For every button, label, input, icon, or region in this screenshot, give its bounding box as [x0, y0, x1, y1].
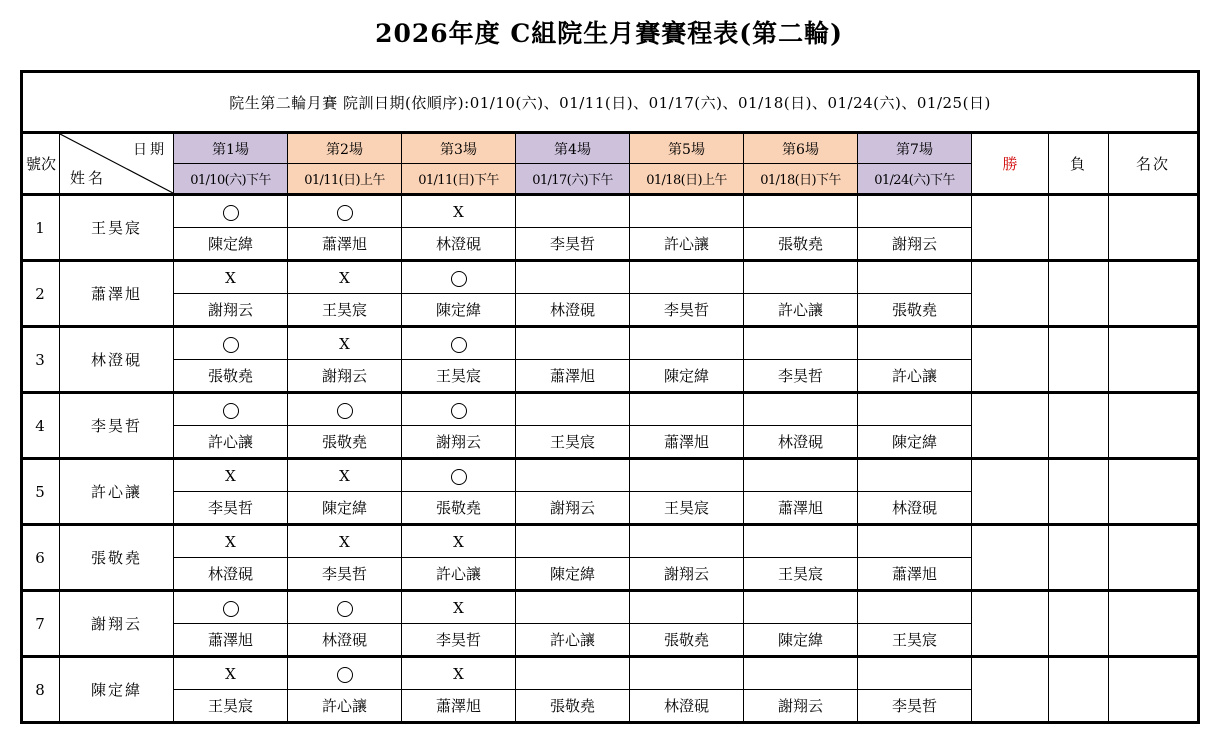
player-row: [22, 525, 1199, 558]
name-header-label: 姓名: [70, 169, 107, 187]
opponent-name: 張敬堯: [402, 492, 516, 525]
loss-x-icon: X: [339, 268, 350, 287]
losses-cell: [1049, 657, 1109, 723]
game-6-date: 01/18(日)下午: [744, 164, 858, 195]
player-row: [22, 195, 1199, 228]
opponent-name: 許心讓: [858, 360, 972, 393]
game-result-cell: [858, 657, 972, 690]
player-row: [22, 393, 1199, 426]
game-result-cell: [288, 591, 402, 624]
game-result-cell: [516, 657, 630, 690]
player-number: 2: [22, 261, 60, 327]
wins-cell: [972, 261, 1049, 327]
game-4-header: 第4場: [516, 133, 630, 164]
opponent-name: 蕭澤旭: [402, 690, 516, 723]
opponent-name: 許心讓: [402, 558, 516, 591]
game-result-cell: [516, 459, 630, 492]
opponent-name: 王昊宸: [402, 360, 516, 393]
losses-cell: [1049, 459, 1109, 525]
opponent-name: 王昊宸: [630, 492, 744, 525]
game-result-cell: [288, 261, 402, 294]
game-2-header: 第2場: [288, 133, 402, 164]
loss-x-icon: X: [225, 466, 236, 485]
losses-cell: [1049, 327, 1109, 393]
player-number: 1: [22, 195, 60, 261]
loss-x-icon: X: [453, 598, 464, 617]
win-circle-icon: [337, 667, 353, 683]
opponent-name: 陳定緯: [516, 558, 630, 591]
player-name: 許心讓: [60, 459, 174, 525]
player-name: 張敬堯: [60, 525, 174, 591]
win-circle-icon: [451, 469, 467, 485]
opponent-name: 王昊宸: [288, 294, 402, 327]
opponent-name: 蕭澤旭: [288, 228, 402, 261]
game-result-cell: [630, 195, 744, 228]
wins-cell: [972, 327, 1049, 393]
opponent-name: 蕭澤旭: [516, 360, 630, 393]
game-result-cell: [516, 591, 630, 624]
opponent-name: 蕭澤旭: [174, 624, 288, 657]
opponent-name: 蕭澤旭: [630, 426, 744, 459]
game-result-cell: [516, 195, 630, 228]
game-result-cell: [402, 261, 516, 294]
game-result-cell: [744, 525, 858, 558]
loss-x-icon: X: [225, 268, 236, 287]
rank-cell: [1109, 393, 1199, 459]
rank-cell: [1109, 195, 1199, 261]
opponent-name: 許心讓: [744, 294, 858, 327]
game-result-cell: [288, 327, 402, 360]
wins-cell: [972, 459, 1049, 525]
game-result-cell: [744, 393, 858, 426]
opponent-name: 林澄硯: [174, 558, 288, 591]
game-result-cell: [630, 261, 744, 294]
game-result-cell: [174, 393, 288, 426]
player-name: 蕭澤旭: [60, 261, 174, 327]
loss-x-icon: X: [453, 664, 464, 683]
opponent-name: 李昊哲: [288, 558, 402, 591]
wins-cell: [972, 591, 1049, 657]
player-name: 謝翔云: [60, 591, 174, 657]
rank-cell: [1109, 459, 1199, 525]
wins-cell: [972, 525, 1049, 591]
game-2-date: 01/11(日)上午: [288, 164, 402, 195]
opponent-name: 許心讓: [516, 624, 630, 657]
opponent-name: 謝翔云: [402, 426, 516, 459]
opponent-name: 林澄硯: [744, 426, 858, 459]
losses-cell: [1049, 393, 1109, 459]
game-result-cell: [174, 261, 288, 294]
game-result-cell: [858, 591, 972, 624]
game-result-cell: [516, 327, 630, 360]
rank-header: 名次: [1109, 133, 1199, 195]
game-result-cell: [402, 327, 516, 360]
win-circle-icon: [451, 403, 467, 419]
opponent-name: 蕭澤旭: [744, 492, 858, 525]
win-circle-icon: [451, 337, 467, 353]
game-result-cell: [744, 327, 858, 360]
player-name: 王昊宸: [60, 195, 174, 261]
opponent-name: 李昊哲: [516, 228, 630, 261]
win-circle-icon: [337, 403, 353, 419]
losses-cell: [1049, 261, 1109, 327]
player-number: 8: [22, 657, 60, 723]
opponent-name: 林澄硯: [402, 228, 516, 261]
game-result-cell: [174, 195, 288, 228]
game-result-cell: [402, 195, 516, 228]
rank-cell: [1109, 657, 1199, 723]
game-result-cell: [630, 525, 744, 558]
player-number: 6: [22, 525, 60, 591]
wins-header: 勝: [972, 133, 1049, 195]
opponent-name: 許心讓: [288, 690, 402, 723]
player-name: 陳定緯: [60, 657, 174, 723]
player-number: 3: [22, 327, 60, 393]
opponent-name: 林澄硯: [858, 492, 972, 525]
game-5-header: 第5場: [630, 133, 744, 164]
win-circle-icon: [337, 601, 353, 617]
win-circle-icon: [337, 205, 353, 221]
game-result-cell: [516, 261, 630, 294]
game-result-cell: [630, 393, 744, 426]
game-6-header: 第6場: [744, 133, 858, 164]
game-result-cell: [516, 525, 630, 558]
game-1-header: 第1場: [174, 133, 288, 164]
opponent-name: 謝翔云: [174, 294, 288, 327]
game-result-cell: [174, 525, 288, 558]
game-result-cell: [858, 393, 972, 426]
loss-x-icon: X: [225, 664, 236, 683]
wins-cell: [972, 195, 1049, 261]
game-result-cell: [744, 459, 858, 492]
opponent-name: 謝翔云: [744, 690, 858, 723]
opponent-name: 陳定緯: [630, 360, 744, 393]
page-title: 2026年度 C組院生月賽賽程表(第二輪): [375, 19, 843, 48]
opponent-name: 李昊哲: [174, 492, 288, 525]
loss-x-icon: X: [453, 202, 464, 221]
game-1-date: 01/10(六)下午: [174, 164, 288, 195]
game-3-date: 01/11(日)下午: [402, 164, 516, 195]
opponent-name: 李昊哲: [744, 360, 858, 393]
loss-x-icon: X: [339, 466, 350, 485]
player-row: [22, 261, 1199, 294]
rank-cell: [1109, 525, 1199, 591]
win-circle-icon: [223, 337, 239, 353]
game-result-cell: [402, 393, 516, 426]
losses-cell: [1049, 525, 1109, 591]
opponent-name: 張敬堯: [744, 228, 858, 261]
game-3-header: 第3場: [402, 133, 516, 164]
opponent-name: 陳定緯: [288, 492, 402, 525]
game-7-date: 01/24(六)下午: [858, 164, 972, 195]
opponent-name: 陳定緯: [174, 228, 288, 261]
game-5-date: 01/18(日)上午: [630, 164, 744, 195]
game-result-cell: [630, 591, 744, 624]
player-row: [22, 327, 1199, 360]
game-result-cell: [288, 195, 402, 228]
schedule-info: 院生第二輪月賽 院訓日期(依順序):01/10(六)、01/11(日)、01/17(六)、01/18(日)、01/24(六)、01/25(日): [22, 72, 1199, 133]
opponent-name: 林澄硯: [516, 294, 630, 327]
game-result-cell: [858, 327, 972, 360]
game-result-cell: [288, 459, 402, 492]
game-result-cell: [858, 195, 972, 228]
date-header-label: 日期: [133, 142, 167, 158]
win-circle-icon: [451, 271, 467, 287]
opponent-name: 許心讓: [174, 426, 288, 459]
opponent-name: 陳定緯: [402, 294, 516, 327]
game-result-cell: [858, 525, 972, 558]
player-name: 李昊哲: [60, 393, 174, 459]
opponent-name: 張敬堯: [516, 690, 630, 723]
diagonal-header-cell: [60, 133, 174, 195]
rank-cell: [1109, 327, 1199, 393]
game-result-cell: [858, 459, 972, 492]
opponent-name: 王昊宸: [516, 426, 630, 459]
opponent-name: 蕭澤旭: [858, 558, 972, 591]
opponent-name: 張敬堯: [288, 426, 402, 459]
game-result-cell: [288, 393, 402, 426]
opponent-name: 林澄硯: [630, 690, 744, 723]
game-result-cell: [744, 195, 858, 228]
game-result-cell: [744, 261, 858, 294]
win-circle-icon: [223, 403, 239, 419]
game-result-cell: [174, 657, 288, 690]
losses-cell: [1049, 195, 1109, 261]
rank-cell: [1109, 591, 1199, 657]
opponent-name: 謝翔云: [516, 492, 630, 525]
opponent-name: 林澄硯: [288, 624, 402, 657]
player-row: [22, 591, 1199, 624]
game-result-cell: [630, 327, 744, 360]
opponent-name: 李昊哲: [402, 624, 516, 657]
game-result-cell: [402, 525, 516, 558]
game-result-cell: [744, 657, 858, 690]
game-result-cell: [174, 591, 288, 624]
opponent-name: 李昊哲: [858, 690, 972, 723]
game-result-cell: [630, 657, 744, 690]
opponent-name: 張敬堯: [858, 294, 972, 327]
player-row: [22, 459, 1199, 492]
losses-header: 負: [1049, 133, 1109, 195]
win-circle-icon: [223, 205, 239, 221]
number-header: 號次: [22, 133, 60, 195]
game-4-date: 01/17(六)下午: [516, 164, 630, 195]
opponent-name: 張敬堯: [630, 624, 744, 657]
opponent-name: 謝翔云: [858, 228, 972, 261]
opponent-name: 李昊哲: [630, 294, 744, 327]
game-result-cell: [858, 261, 972, 294]
player-row: [22, 657, 1199, 690]
game-result-cell: [402, 591, 516, 624]
player-number: 7: [22, 591, 60, 657]
game-result-cell: [402, 657, 516, 690]
opponent-name: 王昊宸: [174, 690, 288, 723]
game-result-cell: [288, 525, 402, 558]
opponent-name: 王昊宸: [858, 624, 972, 657]
game-result-cell: [630, 459, 744, 492]
opponent-name: 許心讓: [630, 228, 744, 261]
losses-cell: [1049, 591, 1109, 657]
opponent-name: 謝翔云: [630, 558, 744, 591]
opponent-name: 張敬堯: [174, 360, 288, 393]
player-name: 林澄硯: [60, 327, 174, 393]
wins-cell: [972, 393, 1049, 459]
win-circle-icon: [223, 601, 239, 617]
game-7-header: 第7場: [858, 133, 972, 164]
opponent-name: 王昊宸: [744, 558, 858, 591]
player-number: 5: [22, 459, 60, 525]
game-result-cell: [174, 459, 288, 492]
wins-cell: [972, 657, 1049, 723]
loss-x-icon: X: [339, 334, 350, 353]
rank-cell: [1109, 261, 1199, 327]
opponent-name: 謝翔云: [288, 360, 402, 393]
player-number: 4: [22, 393, 60, 459]
schedule-table: [20, 70, 1200, 724]
loss-x-icon: X: [225, 532, 236, 551]
game-result-cell: [516, 393, 630, 426]
game-result-cell: [288, 657, 402, 690]
game-result-cell: [402, 459, 516, 492]
game-result-cell: [744, 591, 858, 624]
loss-x-icon: X: [453, 532, 464, 551]
opponent-name: 陳定緯: [744, 624, 858, 657]
loss-x-icon: X: [339, 532, 350, 551]
opponent-name: 陳定緯: [858, 426, 972, 459]
game-result-cell: [174, 327, 288, 360]
